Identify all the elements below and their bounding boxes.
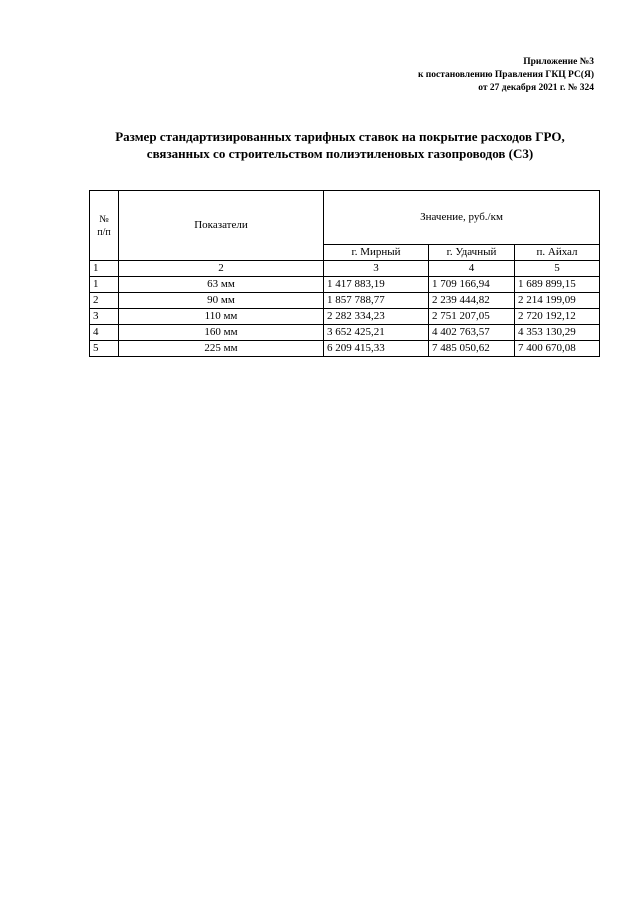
- row-number: 1: [90, 277, 119, 293]
- value-mirny: 1 417 883,19: [324, 277, 429, 293]
- table-row: [90, 277, 600, 293]
- value-udachny: 4 402 763,57: [429, 325, 515, 341]
- appendix-header: [418, 56, 594, 95]
- title-line-2: связанных со строительством полиэтиленовых газопроводов (С3): [146, 146, 534, 161]
- header-number: [90, 191, 119, 261]
- tariff-table: [89, 190, 600, 357]
- value-mirny: 6 209 415,33: [324, 341, 429, 357]
- value-mirny: 2 282 334,23: [324, 309, 429, 325]
- header-udachny: г. Удачный: [429, 245, 515, 261]
- column-number: 3: [324, 261, 429, 277]
- header-number-symbol: №: [99, 213, 109, 225]
- row-indicator: 225 мм: [119, 341, 324, 357]
- row-number: 2: [90, 293, 119, 309]
- value-mirny: 3 652 425,21: [324, 325, 429, 341]
- header-mirny: г. Мирный: [324, 245, 429, 261]
- column-number: 2: [119, 261, 324, 277]
- value-udachny: 2 239 444,82: [429, 293, 515, 309]
- row-number: 4: [90, 325, 119, 341]
- document-title: [60, 128, 620, 162]
- table-row: [90, 341, 600, 357]
- value-mirny: 1 857 788,77: [324, 293, 429, 309]
- value-aikhal: 4 353 130,29: [515, 325, 600, 341]
- table-row: [90, 309, 600, 325]
- appendix-resolution: к постановлению Правления ГКЦ РС(Я): [417, 70, 594, 80]
- row-number: 3: [90, 309, 119, 325]
- table-row: [90, 325, 600, 341]
- table-row: [90, 293, 600, 309]
- header-aikhal: п. Айхал: [515, 245, 600, 261]
- row-indicator: 63 мм: [119, 277, 324, 293]
- table-header-row: [90, 191, 600, 245]
- appendix-number: Приложение №3: [523, 57, 594, 67]
- row-indicator: 160 мм: [119, 325, 324, 341]
- row-indicator: 90 мм: [119, 293, 324, 309]
- appendix-date: от 27 декабря 2021 г. № 324: [478, 83, 594, 93]
- value-udachny: 1 709 166,94: [429, 277, 515, 293]
- value-aikhal: 7 400 670,08: [515, 341, 600, 357]
- column-number: 4: [429, 261, 515, 277]
- column-number: 5: [515, 261, 600, 277]
- value-udachny: 2 751 207,05: [429, 309, 515, 325]
- value-udachny: 7 485 050,62: [429, 341, 515, 357]
- row-indicator: 110 мм: [119, 309, 324, 325]
- value-aikhal: 1 689 899,15: [515, 277, 600, 293]
- column-number-row: [90, 261, 600, 277]
- title-line-1: Размер стандартизированных тарифных ставок на покрытие расходов ГРО,: [115, 129, 565, 144]
- header-indicator: Показатели: [119, 191, 324, 261]
- header-number-abbr: п/п: [97, 226, 111, 238]
- value-aikhal: 2 720 192,12: [515, 309, 600, 325]
- column-number: 1: [90, 261, 119, 277]
- value-aikhal: 2 214 199,09: [515, 293, 600, 309]
- row-number: 5: [90, 341, 119, 357]
- header-value-group: Значение, руб./км: [324, 191, 600, 245]
